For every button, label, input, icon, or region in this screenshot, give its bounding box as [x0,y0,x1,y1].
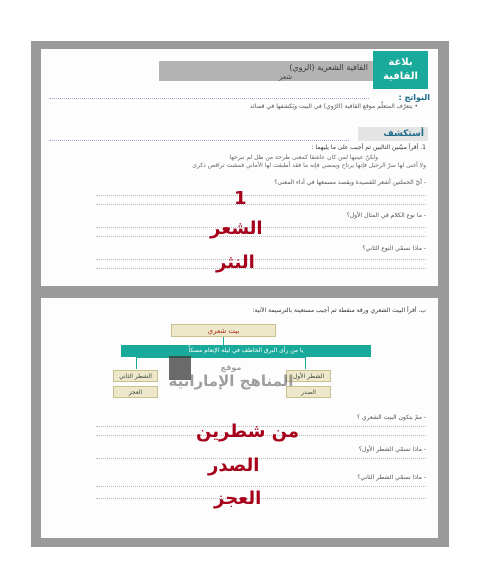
diagram-node-second-half: الشطر الثاني [113,370,158,382]
watermark-big: المناهج الإماراتية [168,372,294,390]
example-text-2: ولا أغنى لها سرّ الرحيل فإنها يرتاح ويمضي فإنه ما فقد أطبقت لها الأماني فمشت تراقص ذكرى [192,162,426,169]
diagram-connector [223,337,224,345]
answer-number: 1 [234,188,247,209]
example-text-1: ولكنّ عينيها لمن كان عاشقا كمعنى طرحة من ظل لم تبرحها [229,154,378,161]
worksheet-page-top [41,49,438,286]
diagram-node-first-half: الشطر الأول [286,370,331,382]
question-5: - ماذا نسمّي الشطر الأول؟ [358,446,426,453]
answer-line [96,204,426,205]
answer-two-halves: من شطرين [196,421,299,442]
question-3: - ماذا نسمّي النوع الثاني؟ [362,245,426,252]
lesson-subtitle: شعر [279,73,293,81]
diagram-node-sadr: الصدر [286,386,331,398]
answer-poetry: الشعر [210,218,263,239]
task-instruction-b: ب. أقرأ البيت الشعري ورقة منقطة ثم أجيب مستعينة بالترسيمة الآتية: [252,307,426,314]
question-6: - ماذا نسمّي الشطر الثاني؟ [357,474,426,481]
answer-ajz: العجز [214,488,262,509]
lesson-title: القافية الشعرية (الروي) [289,63,368,72]
question-1: - أيّ الجملتين أشعر للقصيدة ويقصد مسمعها في أداء المعنى؟ [274,179,426,186]
watermark-small: موقع [220,363,242,372]
divider [49,140,349,141]
explore-label: أستكشف [358,127,428,141]
site-watermark [156,363,306,390]
question-2: - ما نوع الكلام في المثال الأول؟ [346,212,426,219]
answer-line [96,259,426,260]
answer-prose: النثر [216,252,255,273]
divider [49,98,369,99]
badge-line-1: بلاغة [388,57,413,68]
answer-line [96,268,426,269]
subject-badge [373,51,428,89]
diagram-verse-bar: يا من رأى البرق الخاطف في ليلة الإنعام مسكاً [121,345,371,357]
badge-line-2: القافية [383,71,418,82]
answer-line [96,458,426,459]
diagram-root-node: بيت شعري [171,324,276,337]
outcomes-label: النواتج : [398,93,430,102]
question-4: - ممّ يتكون البيت الشعري ؟ [356,414,426,421]
diagram-node-ajz: العجز [113,386,158,398]
answer-sadr: الصدر [208,455,260,476]
answer-line [96,195,426,196]
outcome-text: • يتعرّف المتعلّم موقع القافية (الرّوي) في البيت ويَكشفها في قصائد [249,103,418,110]
task-instruction: 1. أقرأ مبيّنين التاليين ثم أجيب على ما يليهما : [311,144,426,151]
answer-line [96,486,426,487]
